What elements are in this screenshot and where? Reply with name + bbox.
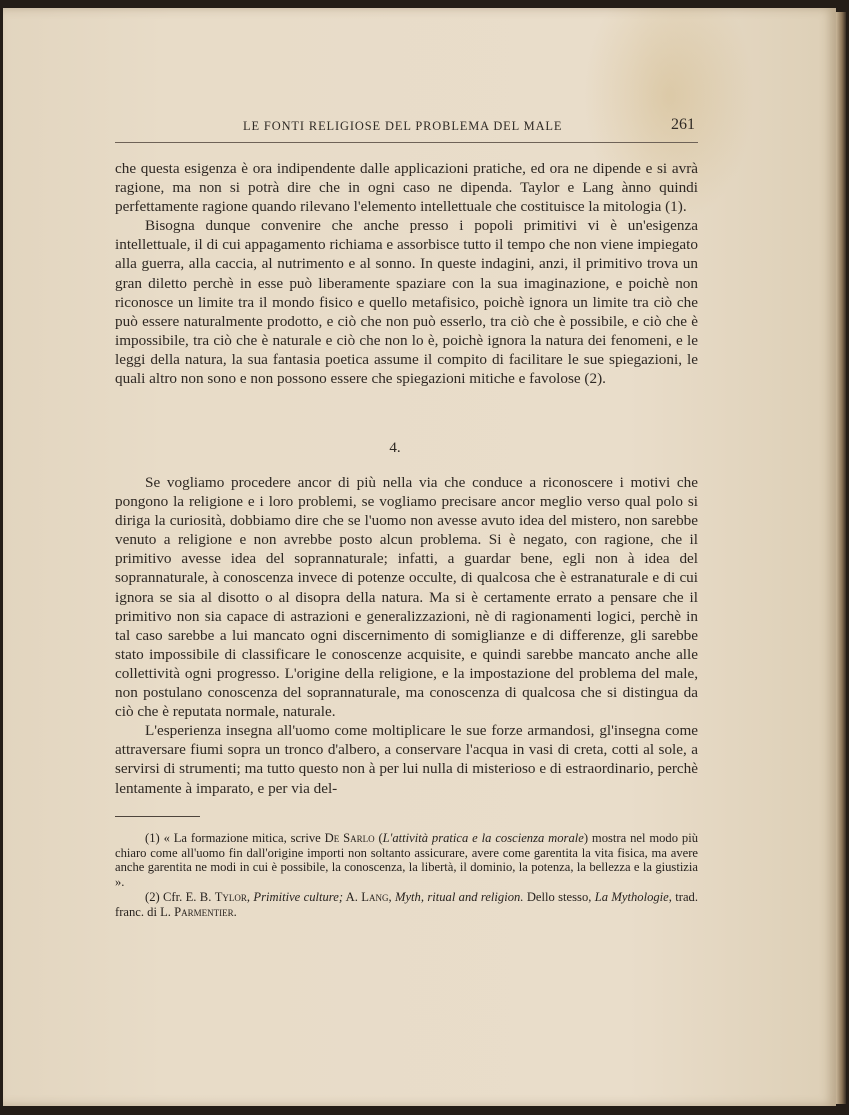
footnote-1: [115, 831, 698, 890]
footnote-text: (1) « La formazione mitica, scrive: [145, 831, 325, 845]
footnote-title: Myth, ritual and religion.: [394, 889, 524, 904]
footnote-text: Dello stesso,: [523, 889, 595, 904]
page-number: 261: [671, 116, 695, 133]
paragraph: Se vogliamo procedere ancor di più nella via che conduce a riconoscere i motivi che pongono la religione e i loro problemi, se vogliamo precisare ancor meglio verso qual polo si diriga la curiosità, dobbiamo dire che se l'uomo non avesse avuto idea del mistero, non sarebbe venuto a religione e non avrebbe posto alcun problema. Si è negato, con ragione, che il primitivo avesse idea del soprannaturale; infatti, a guardar bene, egli non à idea del soprannaturale, à conoscenza invece di potenze occulte, di qualcosa che è estranaturale e di cui ignora se sia al disotto o al disopra della natura. Ma si è certamente errato a pensare che il primitivo non sia capace di astrazioni e generalizzazioni, nè di ragionamenti logici, perchè in tal caso sarebbe a lui mancato ogni discernimento di somiglianze e di differenze, gli sarebbe stato impossibile di classificare le conoscenze acquisite, e quindi sarebbe mancato anche alle collettività ogni progresso. L'origine della religione, e la impostazione del problema del male, non postulano conoscenza del soprannaturale, ma conoscenza di qualcosa che si distingua da ciò che è reputata normale, naturale.: [115, 474, 698, 721]
footnote-author: Lang: [361, 889, 389, 904]
running-header: [115, 116, 698, 143]
running-title: LE FONTI RELIGIOSE DEL PROBLEMA DEL MALE: [243, 119, 563, 133]
footnote-title: L'attività pratica e la coscienza morale: [382, 831, 584, 845]
footnote-title: Primitive culture;: [253, 889, 344, 904]
footnote-text: , trad. franc. di L.: [115, 889, 698, 919]
footnote-text: (2) Cfr. E. B.: [145, 889, 215, 904]
footnote-author: De Sarlo: [324, 831, 375, 845]
footnote-text: ) mostra nel modo più chiaro come all'uomo fin dall'origine importi non soltanto assicurare, avere come garentita la vita fisica, ma avere anche garentita ne modi in cui è possibile, la conoscenza, la libertà, il dominio, la potenza, la bellezza e la giustizia ».: [115, 831, 699, 890]
footnote-2: [115, 890, 698, 919]
footnote-text: .: [233, 904, 237, 919]
footnote-author: Parmentier: [174, 904, 234, 919]
footnote-title: La Mythologie: [594, 889, 669, 904]
footnote-text: ,: [388, 889, 395, 904]
section-number: 4.: [389, 440, 401, 456]
paragraph: L'esperienza insegna all'uomo come moltiplicare le sue forze armandosi, gl'insegna come attraversare fiumi sopra un tronco d'albero, a conservare l'acqua in vasi di creta, cotti al sole, a servirsi di strumenti; ma tutto questo non à per lui nulla di misterioso e di estraordinario, perchè lentamente à imparato, e per via del-: [115, 722, 698, 797]
text-block-section: [115, 473, 698, 798]
footnote-text: (: [374, 831, 383, 845]
footnote-rule: [115, 816, 200, 817]
paragraph-continuation: che questa esigenza è ora indipendente dalle applicazioni pratiche, ed ora ne dipende e si avrà ragione, ma non si potrà dire che in ogni caso ne dipenda. Taylor e Lang ànno quindi perfettamente ragione quando rilevano l'elemento intellettuale che costituisce la mitologia (1).: [115, 160, 698, 216]
text-block-top: [115, 159, 698, 388]
page-edge: [836, 12, 846, 1104]
footnote-text: ,: [246, 889, 254, 904]
footnote-text: A.: [343, 889, 362, 904]
footnote-author: Tylor: [214, 889, 247, 904]
paragraph: Bisogna dunque convenire che anche presso i popoli primitivi vi è un'esigenza intellettuale, il di cui appagamento richiama e assorbisce tutto il tempo che non viene impiegato alla guerra, alla caccia, al nutrimento e al sonno. In queste indagini, anzi, il primitivo trova un gran diletto perchè in esse può liberamente spaziare con la sua imaginazione, e poichè non riconosce un limite tra il mondo fisico e quello metafisico, poichè ignora un limite tra ciò che può essere naturalmente prodotto, e ciò che non può esserlo, tra ciò che è possibile, e ciò che è impossibile, tra ciò che è naturale e ciò che non lo è, poichè ignora la natura dei fenomeni, e le leggi della natura, la sua fantasia poetica assume il compito di facilitare le sue spiegazioni, le quali altro non sono e non possono essere che spiegazioni mitiche e favolose (2).: [115, 217, 698, 388]
footnotes: [115, 831, 698, 919]
